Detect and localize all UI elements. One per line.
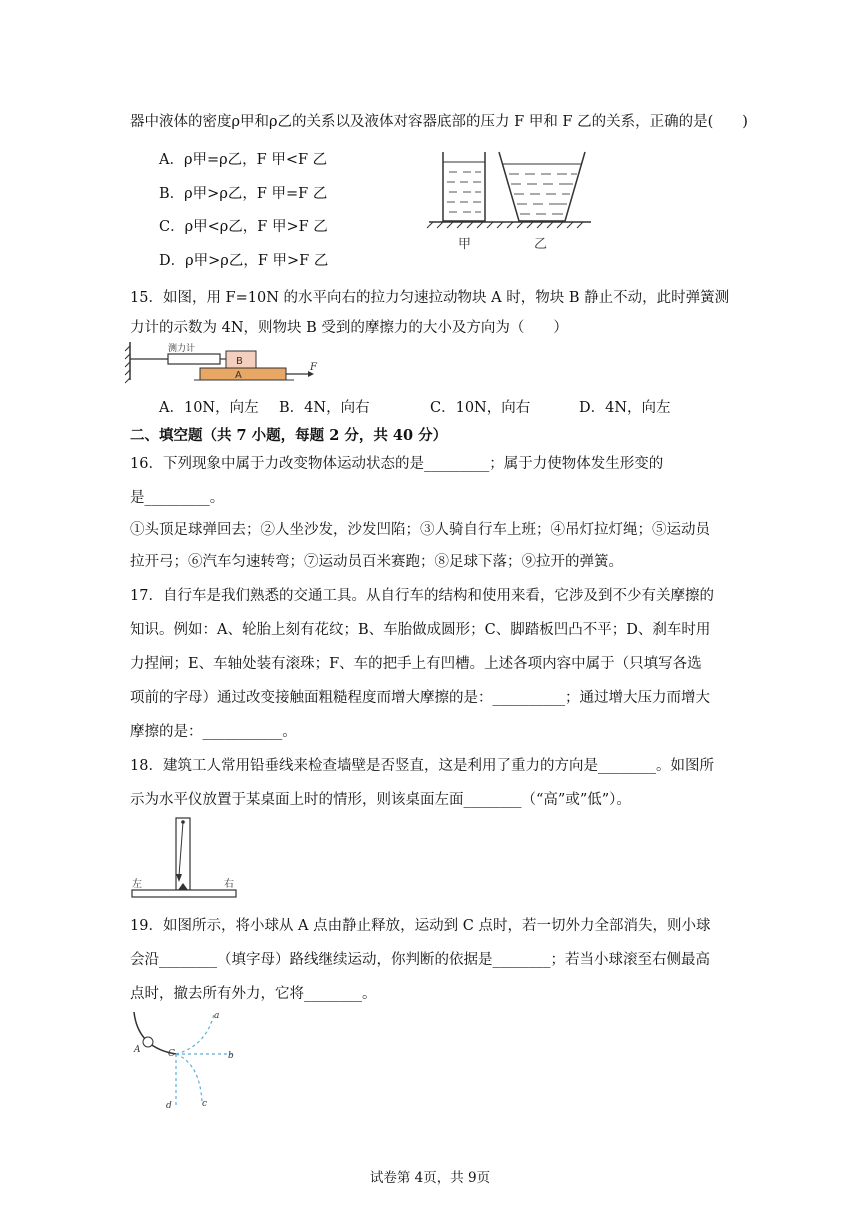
label-left: 左 bbox=[132, 879, 142, 890]
q17-line1: 17．自行车是我们熟悉的交通工具。从自行车的结构和使用来看，它涉及到不少有关摩擦的 bbox=[130, 588, 714, 604]
q15-spring-scale-figure bbox=[124, 338, 334, 386]
q18-level-figure bbox=[128, 814, 248, 900]
label-point-c: C bbox=[168, 1049, 175, 1059]
label-jia: 甲 bbox=[458, 237, 472, 252]
q15-line2: 力计的示数为 4N，则物块 B 受到的摩擦力的大小及方向为（ ） bbox=[130, 320, 568, 336]
label-point-a: A bbox=[134, 1045, 141, 1055]
q14-stem: 器中液体的密度ρ甲和ρ乙的关系以及液体对容器底部的压力 F 甲和 F 乙的关系，正确的是( ) bbox=[130, 114, 748, 130]
q14-option-c: C．ρ甲<ρ乙，F 甲>F 乙 bbox=[159, 219, 328, 235]
label-path-b: b bbox=[228, 1051, 234, 1061]
q19-line3: 点时，撤去所有外力，它将________。 bbox=[130, 986, 377, 1002]
q16-line1: 16．下列现象中属于力改变物体运动状态的是_________；属于力使物体发生形变的 bbox=[130, 456, 664, 472]
q17-line5: 摩擦的是：___________。 bbox=[130, 724, 297, 740]
q15-option-a: A．10N，向左 bbox=[159, 400, 259, 416]
q16-line2: 是_________。 bbox=[130, 490, 225, 506]
label-block-a: A bbox=[235, 370, 242, 381]
q19-line2: 会沿________（填字母）路线继续运动，你判断的依据是________；若当小球滚至右侧最高 bbox=[130, 952, 710, 968]
q19-line1: 19．如图所示，将小球从 A 点由静止释放，运动到 C 点时，若一切外力全部消失，则小球 bbox=[130, 918, 711, 934]
section-heading: 二、填空题（共 7 小题，每题 2 分，共 40 分） bbox=[130, 427, 448, 444]
label-right: 右 bbox=[224, 879, 234, 890]
q15-option-d: D．4N，向左 bbox=[579, 400, 671, 416]
q15-line1: 15．如图，用 F=10N 的水平向右的拉力匀速拉动物块 A 时，物块 B 静止不动，此时弹簧测 bbox=[130, 290, 730, 306]
q14-option-d: D．ρ甲>ρ乙，F 甲>F 乙 bbox=[159, 253, 329, 269]
q15-option-c: C．10N，向右 bbox=[430, 400, 531, 416]
q17-line2: 知识。例如：A、轮胎上刻有花纹；B、车胎做成圆形；C、脚踏板凹凸不平；D、刹车时用 bbox=[130, 622, 711, 638]
label-path-a: a bbox=[214, 1011, 220, 1021]
q14-option-a: A．ρ甲=ρ乙，F 甲<F 乙 bbox=[159, 152, 328, 168]
q14-containers-figure bbox=[425, 148, 595, 253]
q17-line4: 项前的字母）通过改变接触面粗糙程度而增大摩擦的是：__________；通过增大压力而增大 bbox=[130, 690, 710, 706]
q16-line3: ①头顶足球弹回去；②人坐沙发，沙发凹陷；③人骑自行车上班；④吊灯拉灯绳；⑤运动员 bbox=[130, 522, 710, 538]
label-spring-scale: 测力计 bbox=[168, 344, 196, 354]
q17-line3: 力捏闸；E、车轴处装有滚珠；F、车的把手上有凹槽。上述各项内容中属于（只填写各选 bbox=[130, 656, 702, 672]
label-force-f: F bbox=[310, 362, 317, 373]
label-path-c: c bbox=[202, 1099, 208, 1109]
label-path-d: d bbox=[166, 1101, 172, 1111]
q16-line4: 拉开弓；⑥汽车匀速转弯；⑦运动员百米赛跑；⑧足球下落；⑨拉开的弹簧。 bbox=[130, 554, 623, 570]
q18-line1: 18．建筑工人常用铅垂线来检查墙壁是否竖直，这是利用了重力的方向是________。如图所 bbox=[130, 758, 714, 774]
page-footer: 试卷第 4页，共 9页 bbox=[369, 1170, 491, 1186]
q14-option-b: B．ρ甲>ρ乙，F 甲=F 乙 bbox=[159, 186, 328, 202]
q18-line2: 示为水平仪放置于某桌面上时的情形，则该桌面左面________（“高”或”低”）。 bbox=[130, 792, 631, 808]
label-yi: 乙 bbox=[534, 237, 548, 252]
q15-option-b: B．4N，向右 bbox=[279, 400, 370, 416]
q19-track-figure bbox=[124, 1008, 244, 1112]
label-block-b: B bbox=[236, 356, 243, 367]
